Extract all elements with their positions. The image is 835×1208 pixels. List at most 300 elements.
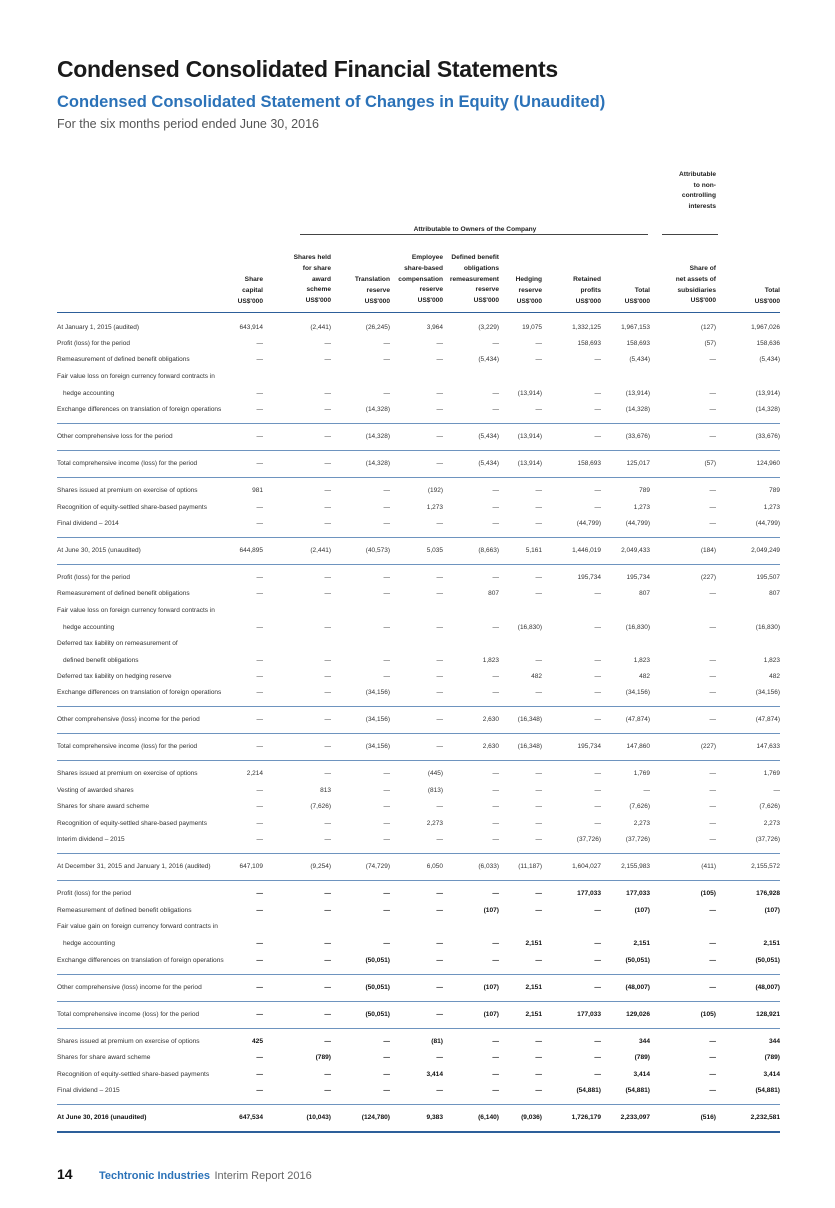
section-separator	[57, 450, 780, 451]
table-row	[57, 982, 780, 994]
cell-value: —	[256, 689, 263, 696]
cell-value: —	[594, 957, 601, 964]
cell-value: —	[324, 433, 331, 440]
cell-value: —	[535, 520, 542, 527]
column-header-line: reserve	[419, 286, 443, 294]
cell-value: (2,441)	[310, 547, 331, 554]
section-separator	[57, 974, 780, 975]
cell-value: —	[594, 624, 601, 631]
cell-value: 1,823	[482, 657, 499, 664]
cell-value: —	[709, 803, 716, 810]
cell-value: —	[535, 836, 542, 843]
cell-value: —	[383, 520, 390, 527]
group-header-owners: Attributable to Owners of the Company	[413, 226, 537, 233]
cell-value: 177,033	[577, 890, 601, 897]
row-label: Shares for share award scheme	[57, 1054, 151, 1061]
cell-value: (411)	[701, 863, 716, 870]
cell-value: 1,967,153	[621, 324, 650, 331]
cell-value: 1,726,179	[571, 1114, 601, 1121]
cell-value: 813	[320, 787, 331, 794]
column-header-line: obligations	[463, 264, 499, 272]
statement-subtitle: Condensed Consolidated Statement of Changes in Equity (Unaudited)	[57, 93, 606, 111]
table-row	[57, 687, 780, 699]
cell-value: (33,676)	[755, 433, 780, 440]
cell-value: 647,534	[239, 1114, 263, 1121]
cell-value: —	[492, 689, 499, 696]
cell-value: —	[436, 390, 443, 397]
cell-value: —	[324, 907, 331, 914]
table-row	[57, 572, 780, 584]
cell-value: —	[256, 340, 263, 347]
cell-value: —	[492, 406, 499, 413]
cell-value: 177,033	[577, 1011, 601, 1018]
table-row	[57, 834, 780, 846]
cell-value: —	[324, 390, 331, 397]
section-separator	[57, 880, 780, 881]
cell-value: 3,964	[426, 324, 443, 331]
cell-value: (14,328)	[755, 406, 780, 413]
column-header-line: for share	[302, 264, 331, 272]
row-label: At June 30, 2016 (unaudited)	[57, 1114, 147, 1121]
cell-value: —	[594, 907, 601, 914]
cell-value: 789	[639, 487, 650, 494]
cell-value: —	[256, 716, 263, 723]
cell-value: —	[436, 574, 443, 581]
cell-value: —	[594, 356, 601, 363]
cell-value: (54,881)	[576, 1087, 601, 1094]
column-header	[654, 264, 716, 307]
cell-value: —	[256, 836, 263, 843]
cell-value: —	[535, 907, 542, 914]
cell-value: —	[324, 624, 331, 631]
cell-value: 2,151	[525, 984, 542, 991]
row-label: Other comprehensive (loss) income for the period	[57, 716, 200, 723]
cell-value: (47,874)	[755, 716, 780, 723]
row-label: Shares issued at premium on exercise of options	[57, 770, 198, 777]
cell-value: —	[324, 689, 331, 696]
table-row	[57, 861, 780, 873]
row-label: Shares for share award scheme	[57, 803, 150, 810]
table-row	[57, 431, 780, 443]
cell-value: —	[324, 1011, 331, 1018]
cell-value: 1,273	[633, 504, 650, 511]
cell-value: —	[535, 689, 542, 696]
cell-value: —	[436, 356, 443, 363]
cell-value: —	[709, 624, 716, 631]
cell-value: —	[594, 1071, 601, 1078]
cell-value: (10,043)	[306, 1114, 331, 1121]
table-row	[57, 888, 780, 900]
cell-value: —	[492, 836, 499, 843]
table-row	[57, 714, 780, 726]
cell-value: —	[594, 590, 601, 597]
page-number: 14	[57, 1166, 73, 1182]
cell-value: —	[709, 787, 716, 794]
column-header-line: remeasurement	[449, 275, 499, 283]
document-title: Condensed Consolidated Financial Statements	[57, 56, 558, 82]
row-label: Profit (loss) for the period	[57, 574, 130, 581]
row-label: Total comprehensive income (loss) for the period	[57, 460, 198, 467]
cell-value: —	[436, 340, 443, 347]
cell-value: —	[383, 836, 390, 843]
cell-value: —	[436, 940, 443, 947]
section-separator	[57, 1104, 780, 1105]
table-row	[57, 938, 780, 950]
cell-value: —	[256, 406, 263, 413]
row-label: hedge accounting	[63, 624, 115, 631]
cell-value: —	[383, 504, 390, 511]
cell-value: 147,860	[626, 743, 650, 750]
cell-value: 5,035	[426, 547, 443, 554]
cell-value: (789)	[764, 1054, 780, 1061]
cell-value: (107)	[634, 907, 650, 914]
column-header-line: Defined benefit	[451, 254, 499, 261]
cell-value: —	[436, 624, 443, 631]
cell-value: —	[709, 1054, 716, 1061]
column-header-line: US$'000	[754, 297, 780, 305]
cell-value: —	[492, 1071, 499, 1078]
cell-value: —	[492, 520, 499, 527]
cell-value: —	[535, 787, 542, 794]
column-header	[718, 286, 780, 308]
row-label: At June 30, 2015 (unaudited)	[57, 547, 141, 554]
section-separator	[57, 706, 780, 707]
column-header	[201, 275, 263, 307]
cell-value: —	[324, 406, 331, 413]
cell-value: 3,414	[633, 1071, 650, 1078]
cell-value: (127)	[700, 324, 716, 331]
group-header-nci-line: controlling	[681, 192, 716, 200]
cell-value: (8,663)	[478, 547, 499, 554]
cell-value: —	[709, 689, 716, 696]
cell-value: (5,434)	[759, 356, 780, 363]
cell-value: —	[492, 390, 499, 397]
cell-value: (789)	[634, 1054, 650, 1061]
cell-value: —	[256, 590, 263, 597]
table-row	[57, 1009, 780, 1021]
cell-value: (445)	[427, 770, 443, 777]
cell-value: —	[256, 907, 263, 914]
section-separator	[57, 537, 780, 538]
cell-value: 176,928	[756, 890, 780, 897]
cell-value: (14,328)	[365, 460, 390, 467]
cell-value: —	[535, 820, 542, 827]
table-row	[57, 588, 780, 600]
cell-value: —	[324, 460, 331, 467]
cell-value: —	[594, 803, 601, 810]
cell-value: —	[324, 743, 331, 750]
cell-value: 482	[639, 673, 650, 680]
column-header-line: US$'000	[473, 297, 499, 305]
cell-value: —	[709, 820, 716, 827]
cell-value: 124,960	[756, 460, 780, 467]
cell-value: —	[492, 1054, 499, 1061]
cell-value: —	[436, 1054, 443, 1061]
cell-value: —	[709, 657, 716, 664]
cell-value: —	[492, 624, 499, 631]
cell-value: (50,051)	[365, 984, 390, 991]
row-label: Interim dividend – 2015	[57, 836, 125, 843]
cell-value: 1,332,125	[572, 324, 601, 331]
cell-value: 177,033	[626, 890, 650, 897]
row-label: Exchange differences on translation of foreign operations	[57, 406, 222, 413]
cell-value: —	[383, 657, 390, 664]
row-label: defined benefit obligations	[63, 657, 139, 664]
cell-value: —	[383, 1071, 390, 1078]
cell-value: (26,245)	[365, 324, 390, 331]
cell-value: (227)	[700, 743, 716, 750]
cell-value: (7,626)	[759, 803, 780, 810]
cell-value: —	[709, 390, 716, 397]
cell-value: 195,734	[626, 574, 650, 581]
cell-value: 643,914	[239, 324, 263, 331]
cell-value: —	[256, 504, 263, 511]
column-header-line: US$'000	[575, 297, 601, 305]
column-header-line: subsidiaries	[677, 286, 716, 294]
cell-value: —	[436, 673, 443, 680]
cell-value: —	[535, 1054, 542, 1061]
row-label: Fair value loss on foreign currency forward contracts in	[57, 373, 215, 380]
cell-value: —	[436, 520, 443, 527]
column-header-line: US$'000	[305, 297, 331, 305]
table-row	[57, 785, 780, 797]
cell-value: —	[256, 673, 263, 680]
column-header-line: compensation	[398, 275, 443, 283]
cell-value: —	[256, 787, 263, 794]
cell-value: 128,921	[756, 1011, 780, 1018]
cell-value: (13,914)	[625, 390, 650, 397]
column-header-line: Total	[634, 287, 650, 294]
cell-value: —	[256, 957, 263, 964]
cell-value: —	[709, 673, 716, 680]
cell-value: (3,229)	[478, 324, 499, 331]
cell-value: —	[492, 803, 499, 810]
cell-value: —	[594, 657, 601, 664]
cell-value: —	[383, 1054, 390, 1061]
cell-value: 2,273	[763, 820, 780, 827]
cell-value: —	[643, 787, 650, 794]
column-header-line: reserve	[518, 286, 542, 294]
cell-value: —	[324, 340, 331, 347]
cell-value: 2,151	[763, 940, 780, 947]
row-label: Fair value loss on foreign currency forward contracts in	[57, 607, 215, 614]
cell-value: —	[594, 1038, 601, 1045]
cell-value: (107)	[483, 1011, 499, 1018]
cell-value: 2,232,581	[750, 1114, 780, 1121]
cell-value: —	[492, 673, 499, 680]
cell-value: —	[594, 390, 601, 397]
table-row	[57, 404, 780, 416]
cell-value: —	[594, 673, 601, 680]
cell-value: —	[256, 1087, 263, 1094]
table-row	[57, 921, 780, 933]
cell-value: —	[324, 487, 331, 494]
cell-value: (7,626)	[629, 803, 650, 810]
cell-value: —	[709, 356, 716, 363]
cell-value: —	[383, 390, 390, 397]
cell-value: (5,434)	[629, 356, 650, 363]
row-label: Recognition of equity-settled share-based payments	[57, 820, 207, 827]
cell-value: (192)	[427, 487, 443, 494]
table-row	[57, 322, 780, 334]
cell-value: 1,769	[763, 770, 780, 777]
cell-value: —	[594, 406, 601, 413]
cell-value: (54,881)	[625, 1087, 650, 1094]
table-row	[57, 1085, 780, 1097]
cell-value: —	[535, 1087, 542, 1094]
cell-value: —	[709, 984, 716, 991]
row-label: Remeasurement of defined benefit obligations	[57, 356, 190, 363]
cell-value: —	[436, 890, 443, 897]
cell-value: (16,830)	[517, 624, 542, 631]
group-header-nci-line: to non-	[693, 181, 716, 189]
cell-value: 147,633	[756, 743, 780, 750]
cell-value: (57)	[704, 340, 716, 347]
cell-value: —	[594, 770, 601, 777]
cell-value: 195,734	[577, 574, 601, 581]
table-row	[57, 905, 780, 917]
cell-value: —	[535, 574, 542, 581]
column-header-line: US$'000	[690, 297, 716, 305]
table-row	[57, 1112, 780, 1124]
cell-value: —	[709, 520, 716, 527]
cell-value: —	[535, 590, 542, 597]
column-header-line: Total	[764, 287, 780, 294]
section-separator	[57, 733, 780, 734]
cell-value: —	[709, 433, 716, 440]
cell-value: (13,914)	[517, 460, 542, 467]
row-label: Final dividend – 2014	[57, 520, 119, 527]
column-header-line: Retained	[573, 276, 601, 283]
cell-value: —	[256, 803, 263, 810]
cell-value: —	[383, 673, 390, 680]
cell-value: 6,050	[426, 863, 443, 870]
column-header-line: award	[311, 275, 331, 283]
cell-value: 1,273	[763, 504, 780, 511]
cell-value: —	[256, 984, 263, 991]
cell-value: —	[256, 940, 263, 947]
table-row	[57, 545, 780, 557]
cell-value: —	[256, 657, 263, 664]
cell-value: 1,823	[763, 657, 780, 664]
cell-value: (105)	[700, 890, 716, 897]
cell-value: —	[256, 743, 263, 750]
row-label: Fair value gain on foreign currency forward contracts in	[57, 923, 218, 930]
cell-value: 2,049,249	[751, 547, 780, 554]
group-header-nci-line: Attributable	[679, 171, 716, 178]
cell-value: —	[324, 356, 331, 363]
row-label: Total comprehensive income (loss) for the period	[57, 1011, 200, 1018]
closing-rule	[57, 1131, 780, 1133]
cell-value: —	[436, 433, 443, 440]
cell-value: —	[324, 590, 331, 597]
section-separator	[57, 1028, 780, 1029]
cell-value: 158,693	[577, 460, 601, 467]
cell-value: 3,414	[426, 1071, 443, 1078]
cell-value: 2,151	[633, 940, 650, 947]
cell-value: —	[383, 907, 390, 914]
cell-value: (37,726)	[625, 836, 650, 843]
row-label: Remeasurement of defined benefit obligations	[57, 907, 192, 914]
column-header-line: US$'000	[516, 297, 542, 305]
cell-value: 3,414	[763, 1071, 780, 1078]
cell-value: —	[594, 716, 601, 723]
cell-value: (2,441)	[310, 324, 331, 331]
page-footer	[57, 1166, 312, 1184]
cell-value: (74,729)	[365, 863, 390, 870]
cell-value: 807	[488, 590, 499, 597]
cell-value: 129,026	[626, 1011, 650, 1018]
cell-value: —	[535, 957, 542, 964]
row-label: Recognition of equity-settled share-based payments	[57, 1071, 210, 1078]
row-label: Other comprehensive (loss) income for the period	[57, 984, 202, 991]
cell-value: —	[383, 820, 390, 827]
cell-value: 344	[638, 1038, 650, 1045]
cell-value: (107)	[483, 907, 499, 914]
cell-value: —	[436, 836, 443, 843]
section-separator	[57, 760, 780, 761]
cell-value: —	[436, 957, 443, 964]
cell-value: —	[256, 820, 263, 827]
cell-value: (16,348)	[517, 716, 542, 723]
period-caption: For the six months period ended June 30, 2016	[57, 117, 319, 131]
cell-value: —	[709, 907, 716, 914]
table-row	[57, 605, 780, 617]
row-label: Deferred tax liability on hedging reserve	[57, 673, 172, 680]
cell-value: —	[535, 770, 542, 777]
cell-value: 2,273	[633, 820, 650, 827]
table-row	[57, 485, 780, 497]
group-rule-nci	[662, 234, 718, 235]
cell-value: —	[492, 487, 499, 494]
cell-value: —	[256, 890, 263, 897]
cell-value: —	[492, 574, 499, 581]
column-header-line: Share	[244, 276, 263, 283]
cell-value: —	[383, 1038, 390, 1045]
cell-value: 789	[769, 487, 780, 494]
cell-value: (813)	[427, 787, 443, 794]
cell-value: —	[436, 1011, 443, 1018]
cell-value: —	[324, 984, 331, 991]
cell-value: 2,151	[525, 1011, 542, 1018]
cell-value: 1,273	[426, 504, 443, 511]
table-row	[57, 518, 780, 530]
cell-value: —	[324, 890, 331, 897]
table-row	[57, 818, 780, 830]
column-header-line: net assets of	[675, 275, 716, 283]
cell-value: —	[256, 1011, 263, 1018]
column-header	[381, 253, 443, 307]
cell-value: (6,140)	[478, 1114, 499, 1121]
row-label: Shares issued at premium on exercise of options	[57, 1038, 200, 1045]
cell-value: (5,434)	[478, 356, 499, 363]
cell-value: —	[383, 574, 390, 581]
cell-value: —	[709, 1087, 716, 1094]
cell-value: 2,273	[426, 820, 443, 827]
cell-value: —	[324, 957, 331, 964]
cell-value: (5,434)	[478, 460, 499, 467]
cell-value: 1,823	[633, 657, 650, 664]
row-label: Profit (loss) for the period	[57, 340, 130, 347]
cell-value: —	[709, 590, 716, 597]
cell-value: —	[594, 787, 601, 794]
cell-value: 981	[252, 487, 263, 494]
cell-value: —	[383, 340, 390, 347]
row-label: Recognition of equity-settled share-based payments	[57, 504, 207, 511]
row-label: hedge accounting	[63, 390, 115, 397]
cell-value: —	[324, 836, 331, 843]
cell-value: 158,693	[626, 340, 650, 347]
